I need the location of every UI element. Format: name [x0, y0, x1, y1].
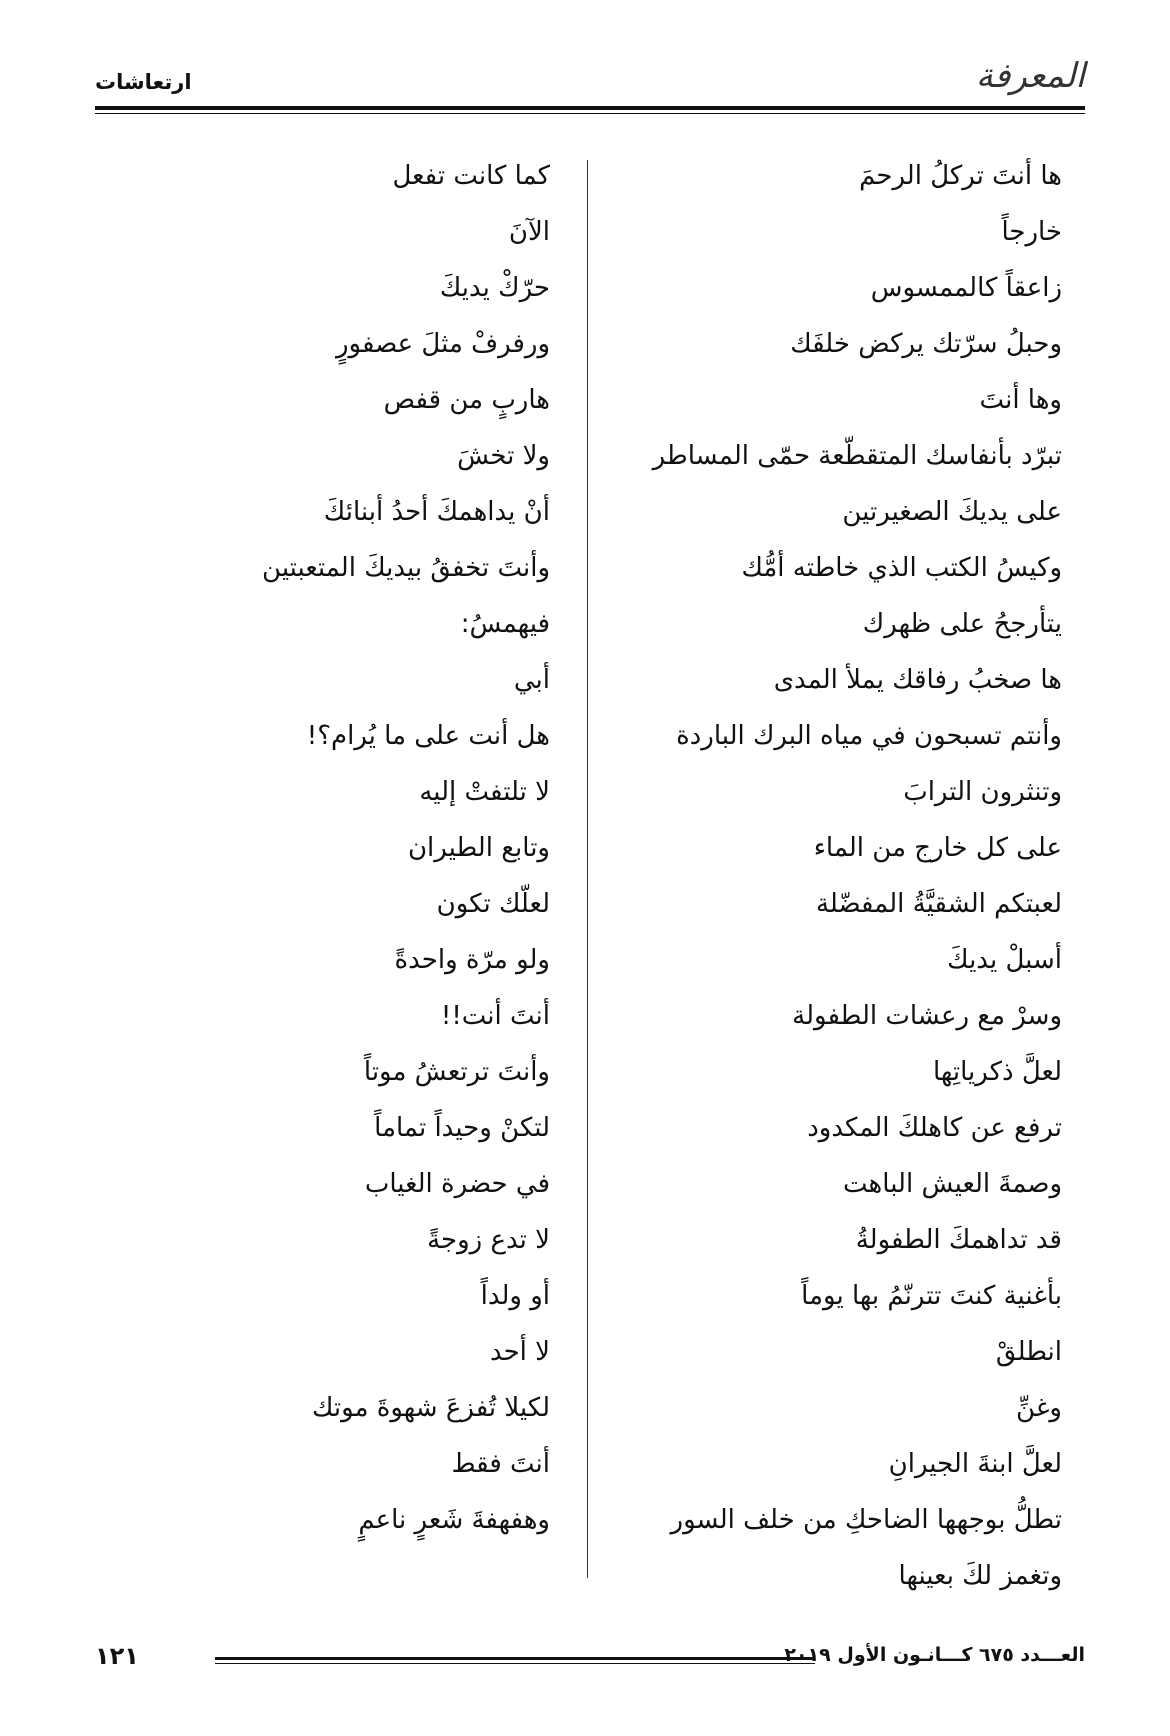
- header-rule: [95, 106, 1085, 110]
- verse-line: أو ولداً: [480, 1281, 550, 1311]
- verse-line: أسبلْ يديكَ: [947, 945, 1062, 975]
- issue-info: العـــدد ٦٧٥ كـــانـون الأول ٢٠١٩: [784, 1644, 1085, 1666]
- verse-line: على يديكَ الصغيرتين: [842, 497, 1062, 527]
- verse-line: لعلَّ ابنةَ الجيرانِ: [888, 1449, 1062, 1479]
- verse-line: هاربٍ من قفص: [383, 385, 550, 415]
- verse-line: أنْ يداهمكَ أحدُ أبنائكَ: [323, 497, 550, 527]
- verse-line: ترفع عن كاهلكَ المكدود: [807, 1113, 1062, 1143]
- column-divider: [587, 160, 588, 1578]
- verse-line: أنتَ فقط: [451, 1449, 550, 1479]
- verse-line: وسرْ مع رعشات الطفولة: [792, 1001, 1062, 1031]
- verse-line: تطلُّ بوجهها الضاحكِ من خلف السور: [670, 1505, 1062, 1535]
- verse-line: تبرّد بأنفاسك المتقطّعة حمّى المساطر: [652, 441, 1062, 471]
- verse-line: خارجاً: [1001, 217, 1062, 247]
- page-header: [95, 50, 1085, 112]
- verse-line: وحبلُ سرّتك يركض خلفَك: [790, 329, 1062, 359]
- verse-line: وكيسُ الكتب الذي خاطته أمُّك: [741, 553, 1062, 583]
- verse-line: لتكنْ وحيداً تماماً: [374, 1113, 550, 1143]
- footer-rule: [215, 1657, 815, 1660]
- verse-line: ها أنتَ تركلُ الرحمَ: [859, 161, 1062, 191]
- verse-line: وهفهفةَ شَعرٍ ناعمٍ: [358, 1505, 550, 1535]
- footer-rule-thin: [215, 1663, 815, 1664]
- verse-line: وأنتَ تخفقُ بيديكَ المتعبتين: [262, 553, 550, 583]
- verse-line: فيهمسُ:: [460, 609, 550, 639]
- verse-line: وغنِّ: [1016, 1393, 1062, 1423]
- page-footer: [95, 1640, 1085, 1680]
- verse-line: لعبتكم الشقيَّةُ المفضّلة: [815, 889, 1062, 919]
- verse-line: بأغنية كنتَ تترنّمُ بها يوماً: [801, 1281, 1062, 1311]
- verse-line: وأنتَ ترتعشُ موتاً: [363, 1057, 550, 1087]
- verse-line: وها أنتَ: [979, 385, 1062, 415]
- verse-line: ولا تخشَ: [457, 441, 550, 471]
- verse-line: انطلقْ: [995, 1337, 1062, 1367]
- verse-line: لا تلتفتْ إليه: [419, 777, 550, 807]
- verse-line: لا تدع زوجةً: [427, 1225, 550, 1255]
- verse-line: قد تداهمكَ الطفولةُ: [855, 1225, 1062, 1255]
- verse-line: الآنَ: [508, 217, 550, 247]
- verse-line: لكيلا تُفزعَ شهوةَ موتك: [311, 1393, 550, 1423]
- poem-column-right: [592, 148, 1062, 1604]
- verse-line: وصمةَ العيش الباهت: [843, 1169, 1062, 1199]
- header-rule-thin: [95, 113, 1085, 114]
- verse-line: ورفرفْ مثلَ عصفورٍ: [335, 329, 550, 359]
- verse-line: أبي: [513, 665, 550, 695]
- verse-line: وتغمز لكَ بعينها: [898, 1561, 1062, 1591]
- page-number: ١٢١: [95, 1642, 139, 1670]
- verse-line: زاعقاً كالممسوس: [870, 273, 1062, 303]
- verse-line: لعلّك تكون: [436, 889, 550, 919]
- verse-line: وتنثرون الترابَ: [903, 777, 1062, 807]
- verse-line: ولو مرّة واحدةً: [394, 945, 550, 975]
- verse-line: على كل خارج من الماء: [813, 833, 1062, 863]
- verse-line: لعلَّ ذكرياتِها: [932, 1057, 1062, 1087]
- verse-line: حرّكْ يديكَ: [439, 273, 550, 303]
- verse-line: وتابع الطيران: [407, 833, 550, 863]
- verse-line: أنتَ أنت!!: [440, 1001, 550, 1031]
- verse-line: في حضرة الغياب: [364, 1169, 550, 1199]
- verse-line: ها صخبُ رفاقك يملأ المدى: [773, 665, 1062, 695]
- verse-line: لا أحد: [489, 1337, 550, 1367]
- verse-line: هل أنت على ما يُرام؟!: [306, 721, 550, 751]
- verse-line: كما كانت تفعل: [392, 161, 550, 191]
- verse-line: وأنتم تسبحون في مياه البرك الباردة: [676, 721, 1062, 751]
- running-title: ارتعاشات: [95, 70, 192, 94]
- poem-column-left: [100, 148, 550, 1548]
- journal-logo: المعرفة: [975, 56, 1085, 96]
- verse-line: يتأرجحُ على ظهرك: [862, 609, 1062, 639]
